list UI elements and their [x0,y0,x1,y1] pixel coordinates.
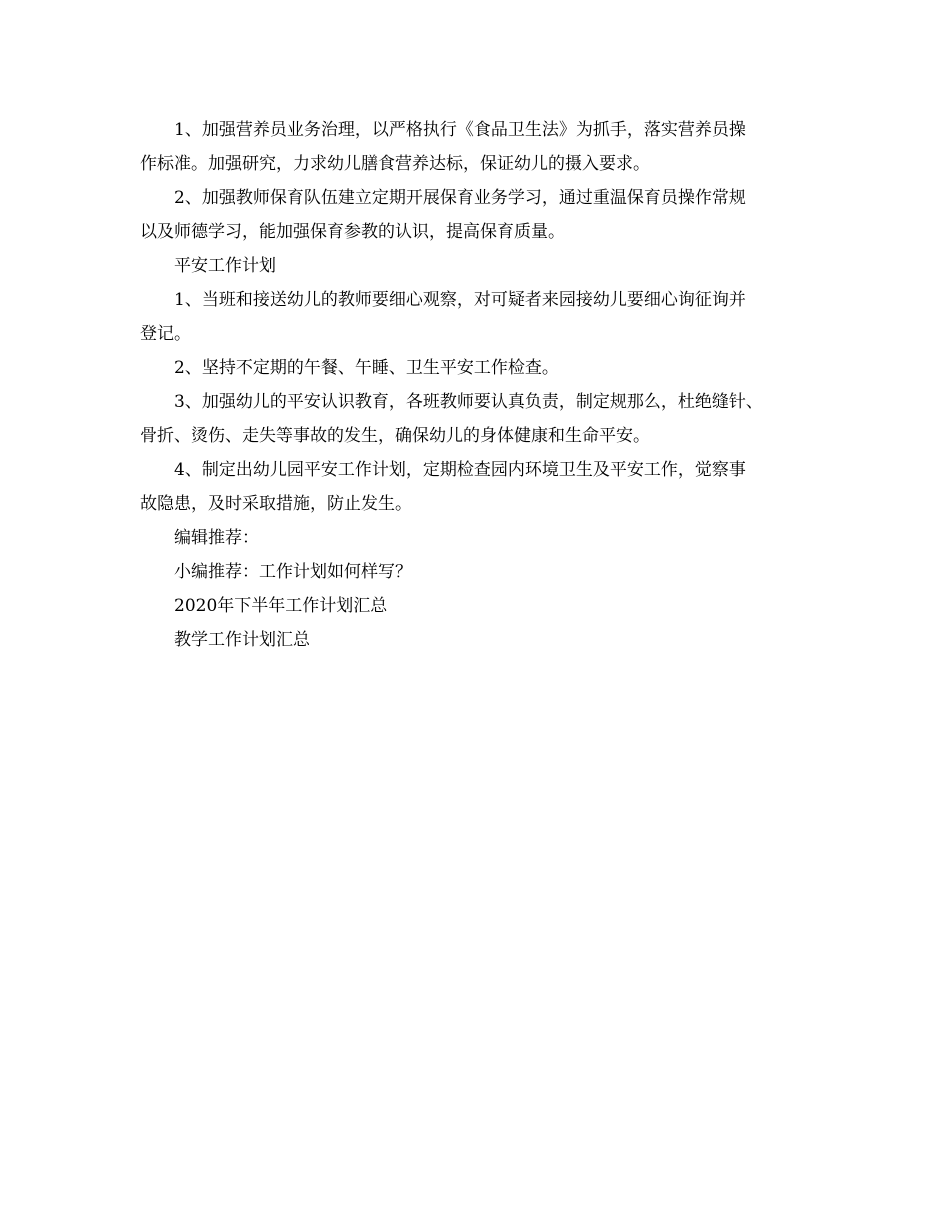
editor-recommend-label [140,521,820,555]
section-heading [140,249,820,283]
recommend-link-1 [140,555,820,589]
paragraph-6 [140,385,820,453]
paragraph-line: 平安工作计划 [174,256,276,276]
paragraph-2 [140,181,820,249]
paragraph-line: 登记。 [140,324,191,344]
paragraph-5 [140,351,820,385]
paragraph-4 [140,283,820,351]
document-body [140,113,820,657]
recommend-link-3 [140,623,820,657]
paragraph-line: 1、当班和接送幼儿的教师要细心观察，对可疑者来园接幼儿要细心询征询并 [174,290,746,310]
paragraph-1 [140,113,820,181]
recommend-link-2 [140,589,820,623]
paragraph-line: 2、坚持不定期的午餐、午睡、卫生平安工作检查。 [174,358,559,378]
paragraph-line: 1、加强营养员业务治理，以严格执行《食品卫生法》为抓手，落实营养员操 [174,120,746,140]
paragraph-line: 2、加强教师保育队伍建立定期开展保育业务学习，通过重温保育员操作常规 [174,188,746,208]
paragraph-line: 编辑推荐： [174,528,259,548]
paragraph-line: 骨折、烫伤、走失等事故的发生，确保幼儿的身体健康和生命平安。 [140,426,650,446]
paragraph-7 [140,453,820,521]
paragraph-line: 以及师德学习，能加强保育参教的认识，提高保育质量。 [140,222,565,242]
paragraph-line: 故隐患，及时采取措施，防止发生。 [140,494,412,514]
paragraph-line: 4、制定出幼儿园平安工作计划，定期检查园内环境卫生及平安工作，觉察事 [174,460,746,480]
paragraph-line: 作标准。加强研究，力求幼儿膳食营养达标，保证幼儿的摄入要求。 [140,154,650,174]
paragraph-line: 2020年下半年工作计划汇总 [174,596,388,616]
paragraph-line: 小编推荐：工作计划如何样写？ [174,562,412,582]
paragraph-line: 教学工作计划汇总 [174,630,310,650]
paragraph-line: 3、加强幼儿的平安认识教育，各班教师要认真负责，制定规那么，杜绝缝针、 [174,392,763,412]
